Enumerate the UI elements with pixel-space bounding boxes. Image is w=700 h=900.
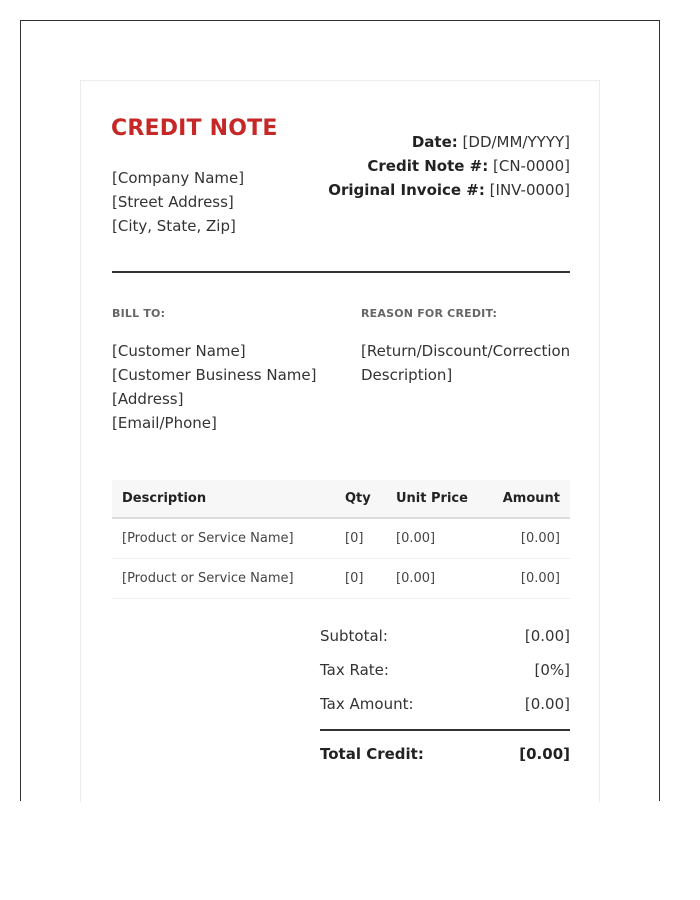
date-label: Date: (411, 133, 458, 151)
totals-divider (320, 729, 570, 731)
totals-block (320, 623, 570, 775)
header-divider (112, 271, 570, 273)
company-street: [Street Address] (112, 193, 234, 211)
document-meta (328, 130, 570, 202)
company-info (112, 166, 244, 238)
customer-business-name: [Customer Business Name] (112, 366, 317, 384)
original-invoice-value: [INV-0000] (489, 181, 570, 199)
cell-amount: [0.00] (480, 518, 570, 559)
original-invoice-line (328, 178, 570, 202)
credit-note-number-value: [CN-0000] (493, 157, 570, 175)
date-value: [DD/MM/YYYY] (462, 133, 570, 151)
cell-unit-price: [0.00] (386, 518, 480, 559)
company-city: [City, State, Zip] (112, 217, 236, 235)
company-name: [Company Name] (112, 169, 245, 187)
subtotal-label: Subtotal: (320, 627, 388, 645)
tax-rate-row (320, 657, 570, 691)
total-credit-label: Total Credit: (320, 745, 424, 763)
reason-label: REASON FOR CREDIT: (361, 307, 498, 320)
subtotal-value: [0.00] (524, 627, 570, 645)
document-title: CREDIT NOTE (111, 116, 278, 141)
cell-amount: [0.00] (480, 559, 570, 599)
cell-unit-price: [0.00] (386, 559, 480, 599)
bill-to-details (112, 339, 317, 435)
cell-qty: [0] (335, 559, 386, 599)
line-items-table (112, 480, 570, 599)
date-line (328, 130, 570, 154)
header-unit-price: Unit Price (386, 480, 480, 518)
customer-contact: [Email/Phone] (112, 414, 217, 432)
header-qty: Qty (335, 480, 386, 518)
customer-name: [Customer Name] (112, 342, 246, 360)
table-row (112, 559, 570, 599)
tax-rate-value: [0%] (534, 661, 570, 679)
subtotal-row (320, 623, 570, 657)
tax-amount-label: Tax Amount: (320, 695, 414, 713)
cell-description: [Product or Service Name] (112, 559, 335, 599)
cell-qty: [0] (335, 518, 386, 559)
reason-description: [Return/Discount/Correction Description] (361, 342, 571, 384)
table-header-row (112, 480, 570, 518)
tax-rate-label: Tax Rate: (320, 661, 389, 679)
header-amount: Amount (480, 480, 570, 518)
total-credit-row (320, 741, 570, 775)
credit-note-number-line (328, 154, 570, 178)
tax-amount-row (320, 691, 570, 725)
tax-amount-value: [0.00] (524, 695, 570, 713)
original-invoice-label: Original Invoice #: (328, 181, 485, 199)
total-credit-value: [0.00] (519, 745, 570, 763)
customer-address: [Address] (112, 390, 184, 408)
credit-note-number-label: Credit Note #: (367, 157, 489, 175)
cell-description: [Product or Service Name] (112, 518, 335, 559)
bill-to-label: BILL TO: (112, 307, 166, 320)
table-row (112, 518, 570, 559)
header-description: Description (112, 480, 335, 518)
